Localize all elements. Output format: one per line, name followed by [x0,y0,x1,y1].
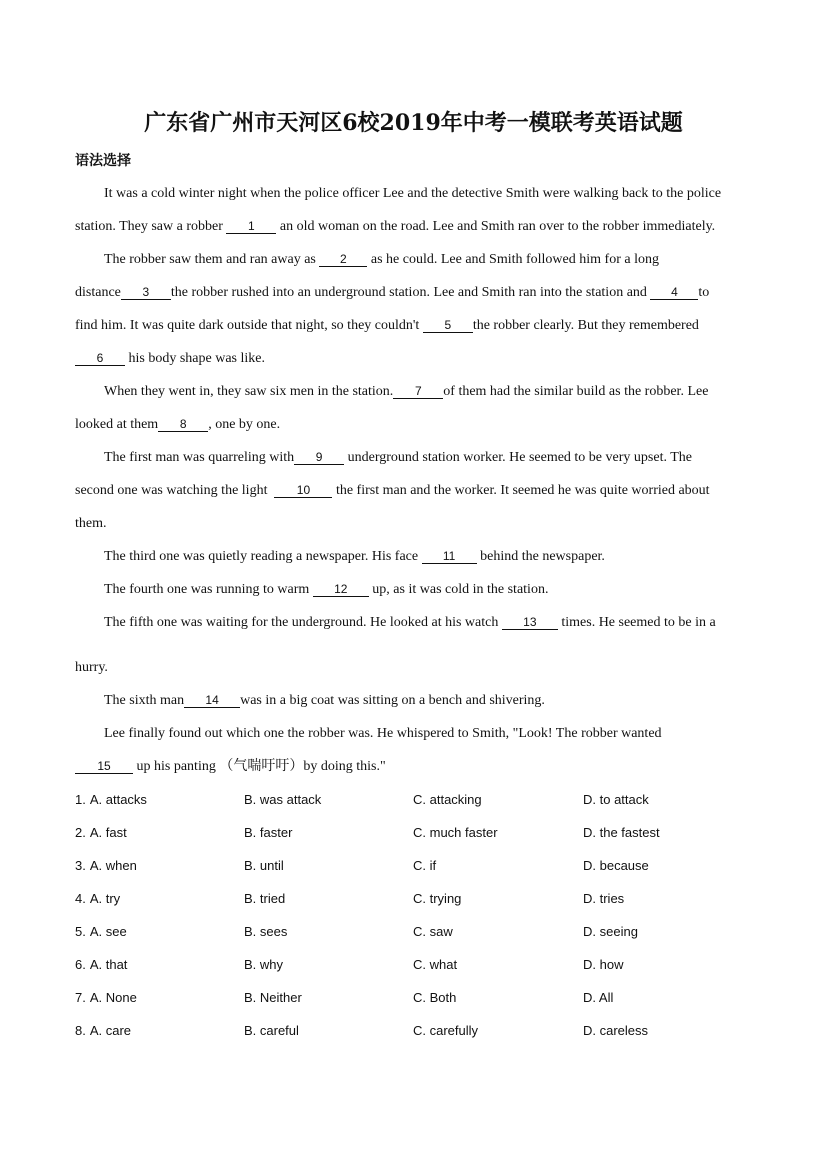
option-label: C. Both [413,990,457,1005]
option-c[interactable] [413,890,461,908]
passage-text: the robber clearly. But they remembered [472,318,699,333]
blank-10: 10 [274,483,332,498]
passage-text: to [698,285,710,300]
passage-line [104,251,659,269]
passage-text: up, as it was cold in the station. [368,582,549,597]
option-d[interactable] [583,824,660,842]
option-label: B. was attack [244,792,322,807]
option-label: C. if [413,858,437,873]
option-a[interactable] [75,989,137,1007]
passage-text: second one was watching the light [75,483,271,498]
passage-text: The robber saw them and ran away as [104,252,320,267]
option-d[interactable] [583,923,638,941]
option-c[interactable] [413,956,457,974]
passage-text: The first man was quarreling with [104,450,295,465]
option-label: D. All [583,990,614,1005]
passage-text: distance [75,285,121,300]
option-c[interactable] [413,824,498,842]
passage-line [104,692,545,710]
passage-text: hurry. [75,660,108,675]
option-a[interactable] [75,1022,131,1040]
option-a[interactable] [75,923,127,941]
option-c[interactable] [413,923,453,941]
blank-8: 8 [158,417,208,432]
passage-line [104,383,708,401]
option-d[interactable] [583,989,613,1007]
option-label: A. fast [89,825,127,840]
question-number: 6. [75,957,86,972]
question-number: 1. [75,792,86,807]
passage-text: Lee finally found out which one the robber was. He whispered to Smith, "Look! The robber wanted [104,726,662,741]
blank-12: 12 [313,582,369,597]
blank-3: 3 [121,285,171,300]
option-b[interactable] [244,989,302,1007]
blank-7: 7 [393,384,443,399]
option-label: A. attacks [89,792,147,807]
option-label: D. careless [583,1023,649,1038]
passage-text: was in a big coat was sitting on a bench and shivering. [240,693,545,708]
passage-line [104,725,662,743]
blank-5: 5 [423,318,473,333]
passage-text: The fifth one was waiting for the underground. He looked at his watch [104,615,502,630]
blank-11: 11 [422,549,477,564]
passage-text: them. [75,516,107,531]
section-heading: 语法选择 [75,153,131,169]
option-label: D. because [583,858,649,873]
option-b[interactable] [244,923,287,941]
option-c[interactable] [413,791,482,809]
option-b[interactable] [244,791,321,809]
passage-text: of them had the similar build as the robber. Lee [443,384,709,399]
option-d[interactable] [583,956,623,974]
option-label: D. tries [583,891,625,906]
option-b[interactable] [244,824,292,842]
option-label: B. Neither [244,990,302,1005]
question-number: 7. [75,990,86,1005]
option-label: A. care [89,1023,132,1038]
option-label: B. sees [244,924,288,939]
passage-text: up his panting （气喘吁吁）by doing this." [133,759,386,774]
passage-line [104,614,716,632]
option-label: A. that [89,957,128,972]
passage-text: the robber rushed into an underground station. Lee and Smith ran into the station and [170,285,651,300]
option-b[interactable] [244,956,283,974]
passage-line [75,515,107,533]
passage-line [104,581,548,599]
option-label: D. to attack [583,792,649,807]
option-c[interactable] [413,989,456,1007]
question-number: 4. [75,891,86,906]
option-d[interactable] [583,857,649,875]
passage-text: The third one was quietly reading a newspaper. His face [104,549,422,564]
passage-text: an old woman on the road. Lee and Smith ran over to the robber immediately. [276,219,716,234]
option-label: D. the fastest [583,825,660,840]
blank-14: 14 [184,693,240,708]
question-number: 2. [75,825,86,840]
option-label: A. None [89,990,137,1005]
passage-text: find him. It was quite dark outside that night, so they couldn't [75,318,423,333]
passage-line [104,449,692,467]
option-label: C. carefully [413,1023,479,1038]
passage-text: behind the newspaper. [476,549,605,564]
option-a[interactable] [75,824,127,842]
option-label: B. faster [244,825,293,840]
passage-line [75,416,280,434]
blank-4: 4 [650,285,698,300]
passage-text: The sixth man [104,693,185,708]
passage-line [104,185,721,203]
option-c[interactable] [413,1022,478,1040]
option-b[interactable] [244,857,284,875]
passage-text: the first man and the worker. It seemed he was quite worried about [332,483,710,498]
option-a[interactable] [75,956,127,974]
passage-text: as he could. Lee and Smith followed him for a long [367,252,659,267]
page-title: 广东省广州市天河区6校2019年中考一模联考英语试题 [144,110,683,136]
passage-text: looked at them [75,417,159,432]
blank-2: 2 [319,252,367,267]
option-d[interactable] [583,890,624,908]
option-label: D. seeing [583,924,638,939]
option-d[interactable] [583,791,649,809]
passage-line [75,317,699,335]
option-a[interactable] [75,890,120,908]
blank-1: 1 [226,219,276,234]
option-label: B. careful [244,1023,299,1038]
option-label: A. when [89,858,137,873]
passage-line [75,218,715,236]
passage-line [75,758,386,776]
passage-text: times. He seemed to be in a [557,615,716,630]
option-label: D. how [583,957,624,972]
passage-line [75,284,709,302]
passage-text: underground station worker. He seemed to be very upset. The [344,450,692,465]
passage-text: , one by one. [208,417,281,432]
option-c[interactable] [413,857,436,875]
option-label: B. tried [244,891,286,906]
passage-text: When they went in, they saw six men in the station. [104,384,394,399]
question-number: 3. [75,858,86,873]
passage-line [75,482,710,500]
option-label: A. see [89,924,127,939]
option-label: A. try [89,891,121,906]
question-number: 8. [75,1023,86,1038]
option-label: C. what [413,957,458,972]
blank-15: 15 [75,759,133,774]
option-label: B. until [244,858,284,873]
passage-line [104,548,605,566]
passage-text: station. They saw a robber [75,219,227,234]
blank-6: 6 [75,351,125,366]
option-label: C. attacking [413,792,482,807]
passage-text: his body shape was like. [125,351,265,366]
passage-line [75,350,265,368]
option-a[interactable] [75,791,147,809]
passage-text: It was a cold winter night when the police officer Lee and the detective Smith were walking back to the police [104,186,722,201]
option-a[interactable] [75,857,137,875]
question-number: 5. [75,924,86,939]
passage-text: The fourth one was running to warm [104,582,313,597]
option-label: C. saw [413,924,453,939]
option-d[interactable] [583,1022,648,1040]
option-b[interactable] [244,890,285,908]
blank-9: 9 [294,450,344,465]
passage-line [75,659,108,677]
option-label: C. much faster [413,825,498,840]
option-b[interactable] [244,1022,299,1040]
blank-13: 13 [502,615,558,630]
option-label: C. trying [413,891,462,906]
option-label: B. why [244,957,284,972]
